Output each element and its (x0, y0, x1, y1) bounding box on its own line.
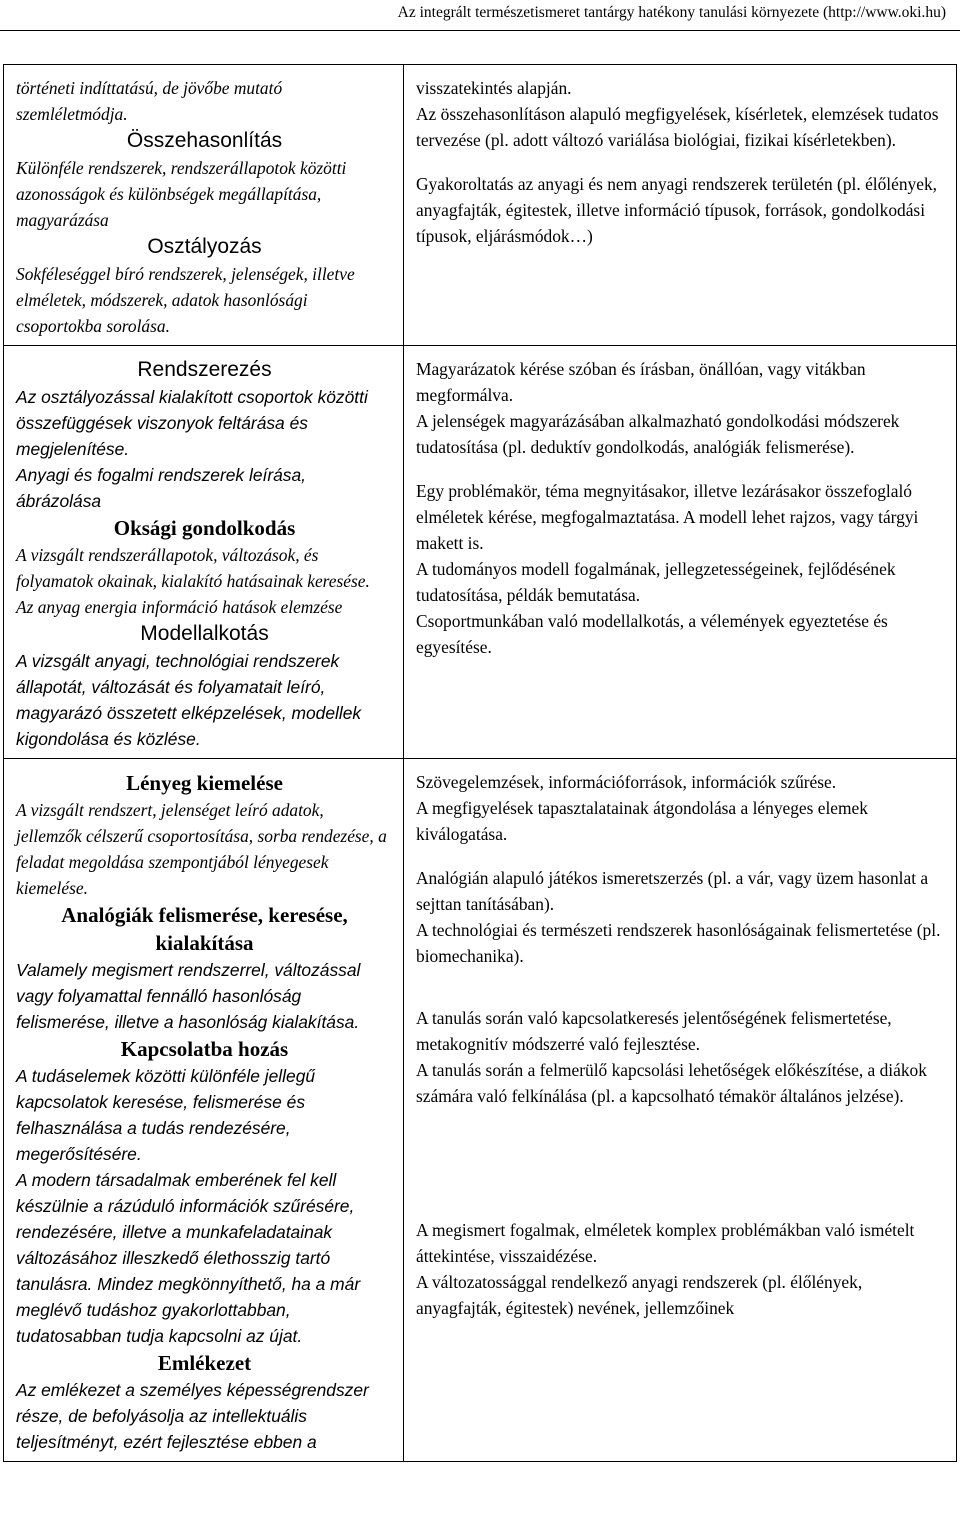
description-text: történeti indíttatású, de jövőbe mutató szemléletmódja. (16, 78, 283, 124)
method-text: A technológiai és természeti rendszerek hasonlóságainak felismertetése (pl. biomechanika). (416, 920, 941, 966)
table-cell-left (4, 65, 404, 346)
spacer (416, 1199, 946, 1217)
section-heading: Rendszerezés (137, 358, 272, 381)
content-table (3, 64, 957, 1462)
method-text: A megismert fogalmak, elméletek komplex problémákban való ismételt áttekintése, visszaidézése. (416, 1220, 915, 1266)
method-text: Analógián alapuló játékos ismeretszerzés (pl. a vár, vagy üzem hasonlat a sejttan tanításában). (416, 868, 929, 914)
table-row (4, 65, 957, 346)
table-row (4, 346, 957, 759)
spacer (416, 987, 946, 1005)
section-heading: Emlékezet (157, 1351, 252, 1375)
spacer (416, 969, 946, 987)
description-text: Valamely megismert rendszerrel, változással vagy folyamattal fennálló hasonlóság felismerése, illetve a hasonlóság kialakítása. (16, 960, 361, 1032)
header-rule (0, 30, 960, 31)
section-heading: Lényeg kiemelése (126, 771, 283, 795)
section-heading: Osztályozás (147, 235, 262, 258)
method-text: Az összehasonlításon alapuló megfigyelések, kísérletek, elemzések tudatos tervezése (pl. adott változó variálása biológiai, fizikai kísérletekben). (416, 104, 939, 150)
table-cell-left (4, 346, 404, 759)
description-text: Az osztályozással kialakított csoportok közötti összefüggések viszonyok feltárása és megjelenítése. (16, 387, 368, 459)
description-text: Sokféleséggel bíró rendszerek, jelenségek, illetve elméletek, módszerek, adatok hasonlósági csoportokba sorolása. (16, 264, 355, 336)
table-cell-right (404, 759, 957, 1462)
method-text: A változatossággal rendelkező anyagi rendszerek (pl. élőlények, anyagfajták, égitestek) nevének, jellemzőinek (416, 1272, 863, 1318)
section-heading: Modellalkotás (140, 622, 269, 645)
description-text: Anyagi és fogalmi rendszerek leírása, ábrázolása (16, 465, 306, 511)
method-text: Csoportmunkában való modellalkotás, a vélemények egyeztetése és egyesítése. (416, 611, 888, 657)
page-header: Az integrált természetismeret tantárgy hatékony tanulási környezete (http://www.oki.hu) (397, 4, 946, 21)
spacer (416, 460, 946, 478)
section-heading: Összehasonlítás (126, 129, 283, 152)
description-text: Az anyag energia információ hatások elemzése (16, 597, 343, 617)
method-text: A tanulás során a felmerülő kapcsolási lehetőségek előkészítése, a diákok számára való felkínálása (pl. a kapcsolható témakör általános jelzése). (416, 1060, 927, 1106)
table-cell-right (404, 65, 957, 346)
description-text: A vizsgált rendszerállapotok, változások, és folyamatok okainak, kialakító hatásainak keresése. (16, 545, 370, 591)
spacer (416, 847, 946, 865)
spacer (416, 1109, 946, 1127)
spacer (416, 1145, 946, 1163)
method-text: A megfigyelések tapasztalatainak átgondolása a lényeges elemek kiválogatása. (416, 798, 868, 844)
method-text: visszatekintés alapján. (416, 78, 572, 98)
description-text: Az emlékezet a személyes képességrendszer része, de befolyásolja az intellektuális teljesítményt, ezért fejlesztése ebben a (16, 1380, 369, 1452)
section-heading: Oksági gondolkodás (113, 516, 296, 540)
section-heading: Kapcsolatba hozás (120, 1037, 289, 1061)
spacer (416, 1127, 946, 1145)
spacer (416, 153, 946, 171)
method-text: Szövegelemzések, információforrások, információk szűrése. (416, 772, 837, 792)
table-cell-right (404, 346, 957, 759)
section-heading: Analógiák felismerése, keresése, kialakítása (61, 903, 348, 955)
table-cell-left (4, 759, 404, 1462)
method-text: Egy problémakör, téma megnyitásakor, illetve lezárásakor összefoglaló elméletek kérése, megfogalmaztatása. A modell lehet rajzos, vagy tárgyi makett is. (416, 481, 919, 553)
method-text: Gyakoroltatás az anyagi és nem anyagi rendszerek területén (pl. élőlények, anyagfajták, égitestek, illetve információ típusok, források, gondolkodási típusok, eljárásmódok…) (416, 174, 938, 246)
description-text: Különféle rendszerek, rendszerállapotok közötti azonosságok és különbségek megállapítása, magyarázása (16, 158, 347, 230)
method-text: A jelenségek magyarázásában alkalmazható gondolkodási módszerek tudatosítása (pl. deduktív gondolkodás, analógiák felismerése). (416, 411, 900, 457)
method-text: Magyarázatok kérése szóban és írásban, önállóan, vagy vitákban megformálva. (416, 359, 866, 405)
method-text: A tanulás során való kapcsolatkeresés jelentőségének felismertetése, metakognitív módszerré való fejlesztése. (416, 1008, 892, 1054)
description-text: A tudáselemek közötti különféle jellegű kapcsolatok keresése, felismerése és felhasználása a tudás rendezésére, megerősítésére. (16, 1066, 316, 1164)
spacer (416, 1181, 946, 1199)
table-row (4, 759, 957, 1462)
description-text: A vizsgált rendszert, jelenséget leíró adatok, jellemzők célszerű csoportosítása, sorba rendezése, a feladat megoldása szempontjából lényegesek kiemelése. (16, 800, 387, 898)
method-text: A tudományos modell fogalmának, jellegzetességeinek, fejlődésének tudatosítása, példák bemutatása. (416, 559, 896, 605)
description-text: A modern társadalmak emberének fel kell készülnie a rázúduló információk szűrésére, rendezésére, illetve a munkafeladatainak változásához illeszkedő élethosszig tartó tanulásra. Mindez megkönnyíthető, ha a már meglévő tudáshoz gyakorlottabban, tudatosabban tudja kapcsolni az újat. (16, 1170, 361, 1346)
description-text: A vizsgált anyagi, technológiai rendszerek állapotát, változását és folyamatait leíró, magyarázó összetett elképzelések, modellek kigondolása és közlése. (16, 651, 362, 749)
spacer (416, 1163, 946, 1181)
